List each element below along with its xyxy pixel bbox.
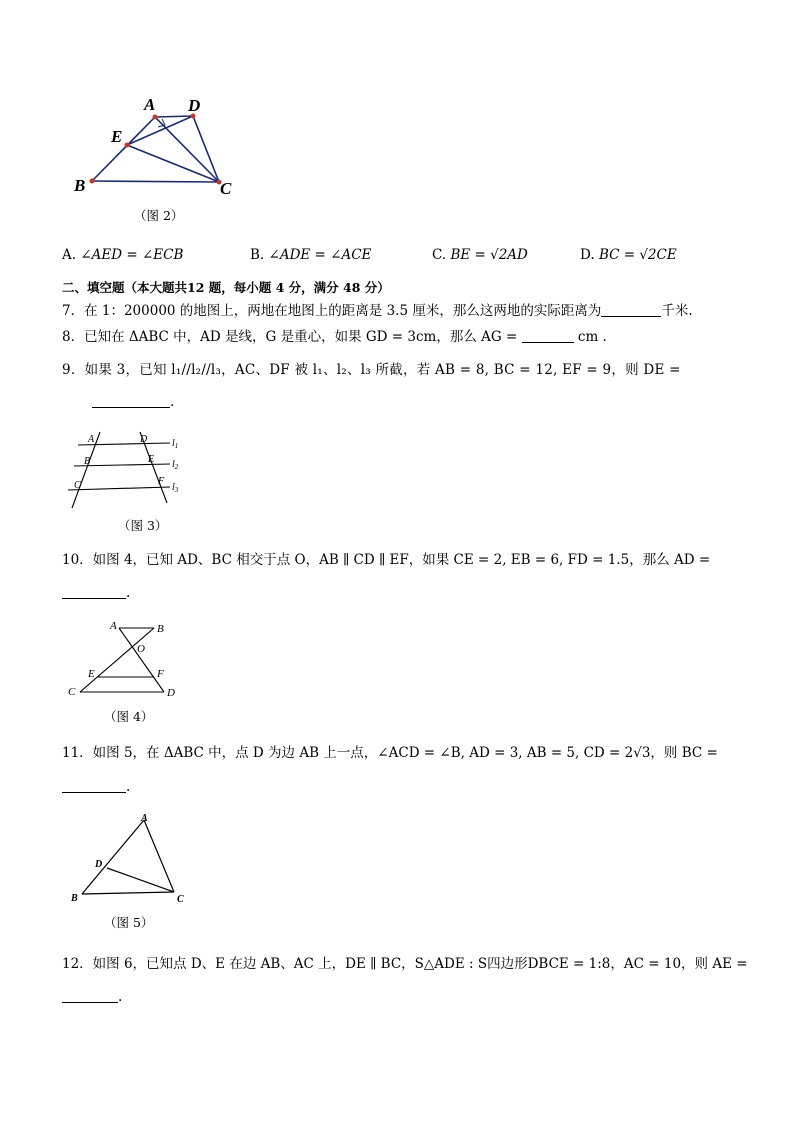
segment-BC [80,628,154,692]
option-d[interactable] [580,247,677,263]
label-D: D [188,96,201,115]
answer-blank-11[interactable] [62,778,126,793]
label-B: B [84,456,91,467]
option-c-text: BE = √2AD [450,247,528,263]
option-c[interactable] [432,247,528,263]
label-C: C [220,179,232,198]
option-b[interactable] [250,247,371,263]
label-A: A [110,620,117,632]
label-A: A [88,434,95,445]
segment-BC [92,181,219,182]
answer-blank-8[interactable] [522,328,574,343]
segment-AB [82,820,144,894]
label-B: B [157,623,164,635]
label-C: C [68,686,76,698]
transversal-AC [72,432,100,508]
figure-4-caption: （图 4） [104,709,154,724]
point-A [153,115,158,120]
figure-2-caption: （图 2） [134,208,184,223]
label-l1: $l_1$ [172,438,179,450]
segment-ED [127,116,193,145]
question-11-answer [62,778,130,796]
label-E: E [111,127,123,146]
answer-blank-10[interactable] [62,584,126,599]
figure-3-caption: （图 3） [118,518,168,533]
question-9-text: 9．如果 3，已知 l₁//l₂//l₃，AC、DF 被 l₁、l₂、l₃ 所截，若 AB = 8, BC = 12, EF = 9，则 DE = [62,362,681,378]
option-b-letter: B. [250,247,265,263]
question-11-tail: . [126,779,131,795]
figure-4 [62,616,187,704]
label-B: B [74,176,86,195]
question-10-text: 10．如图 4，已知 AD、BC 相交于点 O，AB ∥ CD ∥ EF，如果 CE = 2, EB = 6, FD = 1.5，那么 AD = [62,552,711,568]
label-A: A [144,95,156,114]
label-C: C [74,480,81,491]
segment-DC [107,868,174,892]
label-D: D [140,434,148,445]
segment-AD [155,116,193,117]
label-F: F [158,476,165,487]
label-A: A [141,813,148,824]
point-B [90,179,95,184]
question-7 [62,302,693,320]
question-10-tail: . [126,585,131,601]
label-E: E [148,454,155,465]
question-7-text: 7．在 1：200000 的地图上，两地在地图上的距离是 3.5 厘米，那么这两地的实际距离为 [62,303,602,319]
figure-5 [62,808,192,908]
label-l3: $l_3$ [172,482,179,494]
label-O: O [137,643,145,655]
segment-DC [193,116,219,182]
question-9-tail: . [170,394,175,410]
section-title: 二、填空题（本大题共12 题，每小题 4 分，满分 48 分） [62,280,390,295]
segment-AC [155,117,219,182]
figure-5-caption: （图 5） [104,915,154,930]
question-7-unit: 千米. [661,303,693,319]
figure-3 [62,428,192,513]
label-D: D [167,687,175,699]
option-b-text: ∠ADE = ∠ACE [268,247,372,263]
label-l2: $l_2$ [172,459,179,471]
line-l3 [68,487,170,490]
question-8-unit: cm . [577,329,607,345]
question-12-answer [62,988,122,1006]
option-d-text: BC = √2CE [598,247,677,263]
answer-blank-7[interactable] [601,302,661,317]
label-B: B [71,893,78,904]
question-12-tail: . [118,989,123,1005]
label-F: F [157,668,164,680]
question-12-text: 12．如图 6，已知点 D、E 在边 AB、AC 上，DE ∥ BC，S△ADE : S四边形DBCE = 1:8，AC = 10，则 AE = [62,956,748,972]
answer-blank-12[interactable] [62,988,118,1003]
segment-EC [127,145,219,182]
question-8 [62,328,607,346]
question-11-text: 11．如图 5，在 ΔABC 中，点 D 为边 AB 上一点，∠ACD = ∠B, AD = 3, AB = 5, CD = 2√3，则 BC = [62,745,718,761]
label-C: C [177,894,184,905]
option-a[interactable] [62,247,183,263]
segment-AD [119,628,164,692]
option-d-letter: D. [580,247,595,263]
question-8-text: 8．已知在 ΔABC 中，AD 是线，G 是重心，如果 GD = 3cm，那么 AG = [62,329,518,345]
point-E [125,143,130,148]
option-c-letter: C. [432,247,447,263]
segment-BC [82,892,174,894]
segment-AC [144,820,174,892]
label-D: D [95,859,103,870]
figure-2 [62,90,252,205]
segment-BA [92,117,155,181]
question-10-answer [62,584,130,602]
option-a-letter: A. [62,247,77,263]
answer-blank-9[interactable] [92,393,170,408]
option-a-text: ∠AED = ∠ECB [80,247,184,263]
question-9-answer [92,393,174,411]
label-E: E [88,668,95,680]
